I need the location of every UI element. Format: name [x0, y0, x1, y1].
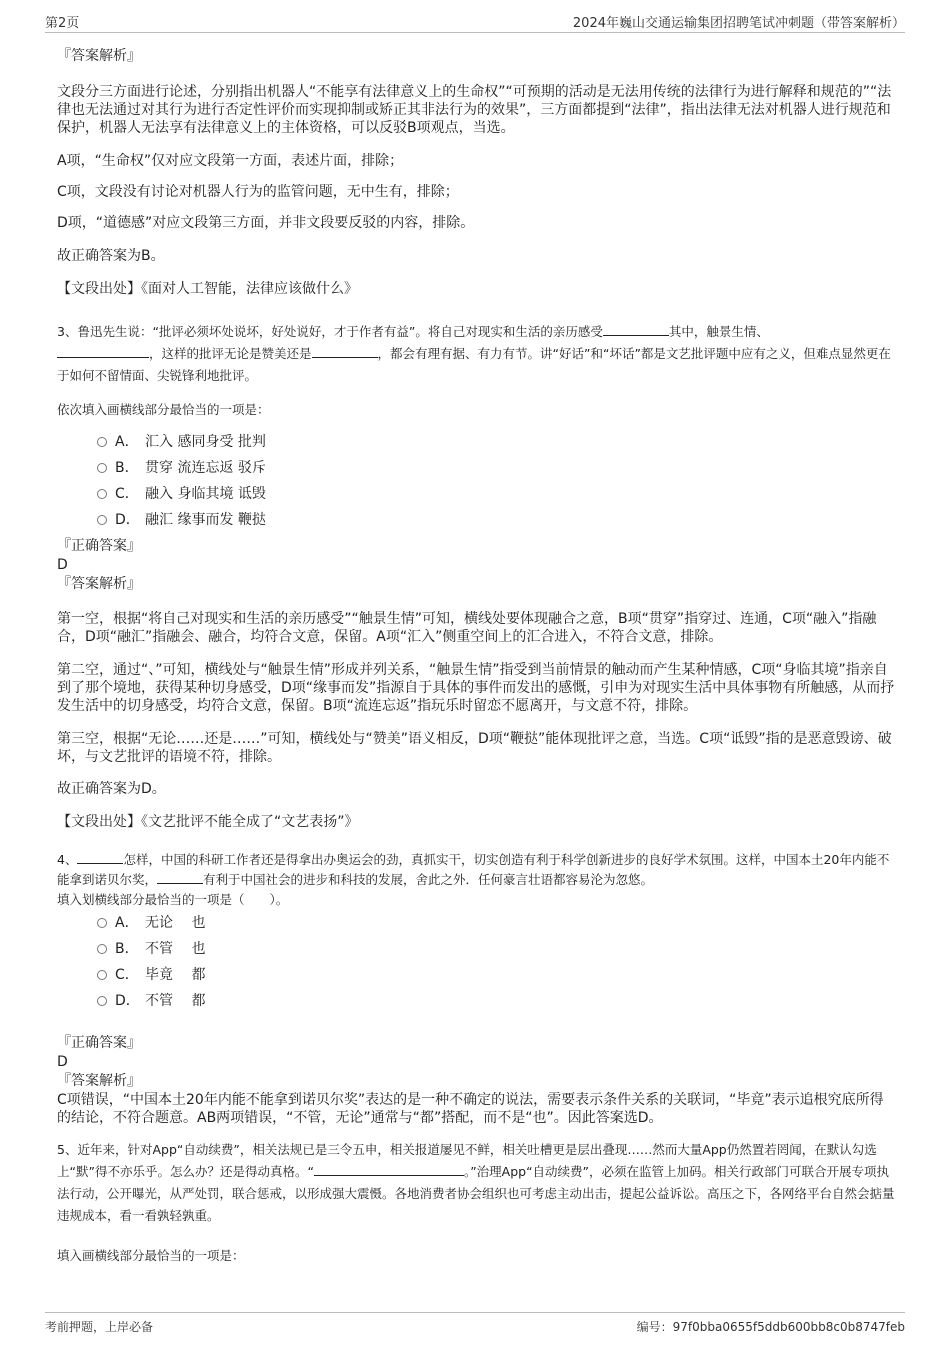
option-a[interactable]: A． 汇入 感同身受 批判 — [57, 429, 897, 455]
analysis-paragraph: A项，“生命权”仅对应文段第一方面，表述片面，排除； — [57, 153, 404, 169]
analysis-label: 『答案解析』 — [57, 576, 141, 592]
option-list — [57, 910, 897, 1014]
fill-blank — [157, 871, 203, 884]
source-citation: 【文段出处】《文艺批评不能全成了“文艺表扬”》 — [57, 814, 359, 830]
question-stem: 5、近年来，针对App“自动续费”，相关法规已是三令五申，相关报道屡见不鲜，相关吐槽更是层出叠现……然而大量App仍然置若罔闻，在默认勾选上“默”得不亦乐乎。怎么办？还是得动真格。“ 。”治理App“自动续费”，必须在监管上加码。相关行政部门可联合开展专项执法行动，公开曝光，从严处罚，联合惩戒，以形成强大震慑。各地消费者协会组织也可考虑主动出击，提起公益诉讼。高压之下，各网络平台自然会掂量违规成本，看一看孰轻孰重。 — [57, 1142, 895, 1223]
option-list — [57, 429, 897, 533]
answer-label: 『正确答案』 — [57, 538, 141, 554]
document-title: 2024年巍山交通运输集团招聘笔试冲刺题（带答案解析） — [572, 16, 905, 31]
analysis-paragraph: D项，“道德感”对应文段第三方面，并非文段要反驳的内容，排除。 — [57, 215, 475, 231]
option-b[interactable]: B． 贯穿 流连忘返 驳斥 — [57, 455, 897, 481]
answer-value: D — [57, 557, 68, 573]
fill-blank — [77, 851, 123, 864]
radio-icon[interactable] — [97, 489, 107, 499]
source-citation: 【文段出处】《面对人工智能，法律应该做什么》 — [57, 281, 358, 297]
option-a[interactable]: A． 无论 也 — [57, 910, 897, 936]
page-number: 第2页 — [45, 16, 80, 31]
radio-icon[interactable] — [97, 996, 107, 1006]
radio-icon[interactable] — [97, 437, 107, 447]
radio-icon[interactable] — [97, 515, 107, 525]
radio-icon[interactable] — [97, 463, 107, 473]
footer-slogan: 考前押题，上岸必备 — [45, 1320, 154, 1334]
page-header — [45, 10, 905, 33]
fill-blank — [57, 345, 149, 358]
option-c[interactable]: C． 融入 身临其境 诋毁 — [57, 481, 897, 507]
answer-label: 『正确答案』 — [57, 1035, 141, 1051]
question-prompt: 依次填入画横线部分最恰当的一项是： — [57, 402, 270, 417]
radio-icon[interactable] — [97, 918, 107, 928]
fill-blank — [603, 323, 669, 336]
page-footer — [45, 1312, 905, 1339]
fill-blank — [312, 345, 378, 358]
analysis-paragraph: C项错误，“中国本土20年内能不能拿到诺贝尔奖”表达的是一种不确定的说法，需要表示条件关系的关联词，“毕竟”表示追根究底所得的结论，不符合题意。AB两项错误，“不管，无论”通常与“都”搭配，而不是“也”。因此答案选D。 — [57, 1092, 884, 1126]
analysis-paragraph: 第二空，通过“、”可知，横线处与“触景生情”形成并列关系，“触景生情”指受到当前情景的触动而产生某种情感，C项“身临其境”指亲自到了那个境地，获得某种切身感受，D项“缘事而发”指源自于具体的事件而发出的感慨，引申为对现实生活中具体事物有所触感，从而抒发生活中的切身感受，均符合文意，保留。B项“流连忘返”指玩乐时留恋不愿离开，与文意不符，排除。 — [57, 662, 895, 714]
analysis-paragraph: 文段分三方面进行论述，分别指出机器人“不能享有法律意义上的生命权”“可预期的活动是无法用传统的法律行为进行解释和规范的”“法律也无法通过对其行为进行否定性评价而实现抑制或矫正其非法行为的效果”，三方面都提到“法律”，指出法律无法对机器人进行规范和保护，机器人无法享有法律意义上的主体资格，可以反驳B项观点，当选。 — [57, 84, 892, 136]
page-content — [57, 40, 897, 1267]
question-prompt: 填入画横线部分最恰当的一项是： — [57, 1248, 245, 1263]
option-b[interactable]: B． 不管 也 — [57, 936, 897, 962]
option-d[interactable]: D． 不管 都 — [57, 988, 897, 1014]
conclusion: 故正确答案为B。 — [57, 248, 165, 264]
analysis-label: 『答案解析』 — [57, 1073, 141, 1089]
option-c[interactable]: C． 毕竟 都 — [57, 962, 897, 988]
question-prompt: 填入划横线部分最恰当的一项是（ ）。 — [57, 892, 289, 907]
radio-icon[interactable] — [97, 970, 107, 980]
document-id: 编号：97f0bba0655f5ddb600bb8c0b8747feb — [636, 1320, 905, 1334]
analysis-paragraph: 第一空，根据“将自己对现实和生活的亲历感受”“触景生情”可知，横线处要体现融合之意，B项“贯穿”指穿过、连通，C项“融入”指融合，D项“融汇”指融会、融合，均符合文意，保留。A项“汇入”侧重空间上的汇合进入，不符合文意，排除。 — [57, 611, 877, 645]
analysis-paragraph: C项，文段没有讨论对机器人行为的监管问题，无中生有，排除； — [57, 184, 459, 200]
question-stem: 4、 怎样，中国的科研工作者还是得拿出办奥运会的劲，真抓实干，切实创造有利于科学创新进步的良好学术氛围。这样，中国本土20年内能不能拿到诺贝尔奖， 有利于中国社会的进步和科技的发展，舍此之外．任何豪言壮语都容易沦为忽悠。 — [57, 852, 890, 887]
radio-icon[interactable] — [97, 944, 107, 954]
option-d[interactable]: D． 融汇 缘事而发 鞭挞 — [57, 507, 897, 533]
question-stem: 3、鲁迅先生说：“批评必须坏处说坏，好处说好，才于作者有益”。将自己对现实和生活的亲历感受 其中，触景生情、 ，这样的批评无论是赞美还是 ，都会有理有据、有力有节。讲“好话”和“坏话”都是文艺批评题中应有之义，但难点显然更在于如何不留情面、尖锐锋利地批评。 — [57, 324, 891, 383]
answer-value: D — [57, 1054, 68, 1070]
conclusion: 故正确答案为D。 — [57, 781, 166, 797]
analysis-label: 『答案解析』 — [57, 48, 141, 64]
analysis-paragraph: 第三空，根据“无论……还是……”可知，横线处与“赞美”语义相反，D项“鞭挞”能体现批评之意，当选。C项“诋毁”指的是恶意毁谤、破坏，与文艺批评的语境不符，排除。 — [57, 731, 892, 765]
fill-blank — [314, 1163, 464, 1176]
